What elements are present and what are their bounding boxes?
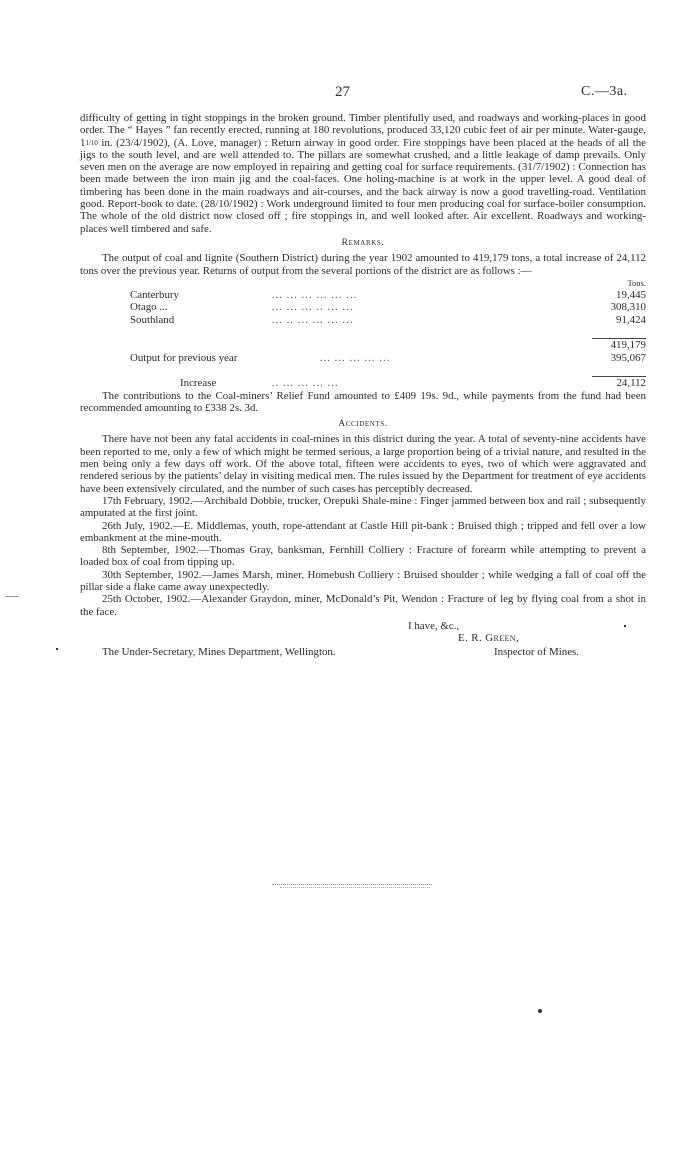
accident-item: 30th September, 1902.—James Marsh, miner, Homebush Colliery : Bruised shoulder ; while wedging a fall of coal off the pillar side a flake came away unexpectedly. <box>80 568 646 593</box>
intro-text-b: in. (23/4/1902), (A. Love, manager) : Return airway in good order. Fire stoppings have been placed at the heads of all the jigs to the south level, and are well attended to. The pillars are somewhat crushed, and a little leakage of damp prevails. Only seven men on the average are now employed in repairing and getting coal for surface requirements. (31/7/1902) : Connection has been made between the iron main jig and the coal-faces. One holing-machine is at work in the upper level. A good deal of timbering has been done in the main roadways and air-courses, and the back airway is now a good travelling-road. Ventilation good. Report-book to date. (28/10/1902) : Work underground limited to four men producing coal for surface-boiler consumption. The whole of the old district now closed off ; fire stoppings in, and well looked after. Air excellent. Roadways and working-places well timbered and safe. <box>80 136 646 235</box>
addressee-line: The Under-Secretary, Mines Department, Wellington. <box>102 645 336 658</box>
increase-tons: 24,112 <box>592 377 646 390</box>
page-number: 27 <box>335 84 350 100</box>
output-paragraph: The output of coal and lignite (Southern District) during the year 1902 amounted to 419,179 tons, a total increase of 24,112 tons over the previous year. Returns of output from the several portions of the district are as follows :— <box>80 252 646 277</box>
district-tons: 91,424 <box>616 313 646 326</box>
previous-row <box>130 352 646 364</box>
increase-row <box>130 377 646 390</box>
previous-tons: 395,067 <box>610 351 646 364</box>
ornament-rule <box>280 887 430 888</box>
closing-line: I have, &c., <box>408 619 460 632</box>
signatory-name: E. R. Green, <box>458 631 520 644</box>
margin-mark <box>56 648 58 650</box>
accidents-paragraph: There have not been any fatal accidents in coal-mines in this district during the year. A total of seventy-nine accidents have been reported to me, only a few of which might be termed serious, a large proportion being of a trivial nature, and resulted in the men being only a few days off work. Of the above total, fifteen were accidents to eyes, two of which were aggravated and rendered serious by the patients’ delay in visiting medical men. The rules issued by the Department for treatment of eye accidents have been extensively circulated, and the number of such cases has perceptibly decreased. <box>80 433 646 495</box>
table-row <box>130 314 646 326</box>
total-tons: 419,179 <box>592 339 646 352</box>
margin-mark <box>624 625 626 627</box>
accident-item: 25th October, 1902.—Alexander Graydon, miner, McDonald’s Pit, Wendon : Fracture of leg by flying coal from a shot in the face. <box>80 593 646 618</box>
signature-block <box>80 618 646 668</box>
leader-dots: ... .. ... ... ... ... <box>271 313 354 326</box>
ink-dot <box>538 1009 542 1013</box>
remarks-heading: Remarks. <box>341 237 385 248</box>
table-row <box>130 301 646 313</box>
district-tons: 19,445 <box>616 289 646 302</box>
leader-dots: ... ... ... ... ... <box>319 351 391 364</box>
accidents-heading: Accidents. <box>338 419 388 430</box>
district-name: Southland <box>130 313 175 326</box>
previous-label: Output for previous year <box>130 351 238 364</box>
leader-dots: ... ... ... ... ... ... <box>271 289 358 302</box>
intro-text-a: difficulty of getting in tight stoppings in the broken ground. Timber plentifully used, and roadways and working-places in good order. The “ Hayes ” fan recently erected, running at 180 revolutions, produced 33,120 cubic feet of air per minute. Water-gauge, 1 <box>80 112 646 149</box>
margin-mark <box>5 596 19 597</box>
accident-item: 8th September, 1902.—Thomas Gray, banksman, Fernhill Colliery : Fracture of forearm while attempting to prevent a loaded box of coal from tipping up. <box>80 544 646 569</box>
district-name: Otago ... <box>130 301 168 314</box>
leader-dots: .. ... ... ... ... <box>271 376 339 389</box>
signatory-title: Inspector of Mines. <box>494 645 579 658</box>
document-reference: C.—3a. <box>581 84 628 99</box>
accident-item: 17th February, 1902.—Archibald Dobbie, trucker, Orepuki Shale-mine : Finger jammed between box and rail ; subsequently amputated at the first joint. <box>80 494 646 520</box>
district-name: Canterbury <box>130 289 179 302</box>
relief-fund-paragraph: The contributions to the Coal-miners’ Relief Fund amounted to £409 19s. 9d., while payments from the fund had been recommended amounting to £338 2s. 3d. <box>80 389 646 414</box>
output-table <box>130 277 646 390</box>
water-gauge-fraction: 1/10 <box>85 138 98 147</box>
leader-dots: ... ... ... .. ... ... <box>271 301 354 314</box>
ornament-rule <box>272 884 432 885</box>
total-row <box>130 339 646 352</box>
continued-paragraph <box>80 112 646 235</box>
increase-label: Increase <box>180 376 217 389</box>
accident-item: 26th July, 1902.—E. Middlemas, youth, rope-attendant at Castle Hill pit-bank : Bruised thigh ; tripped and fell over a low embankment at the mine-mouth. <box>80 519 646 544</box>
tons-column-header: Tons. <box>627 277 646 288</box>
table-row <box>130 289 646 301</box>
page-body <box>80 112 646 668</box>
district-tons: 308,310 <box>610 301 646 314</box>
